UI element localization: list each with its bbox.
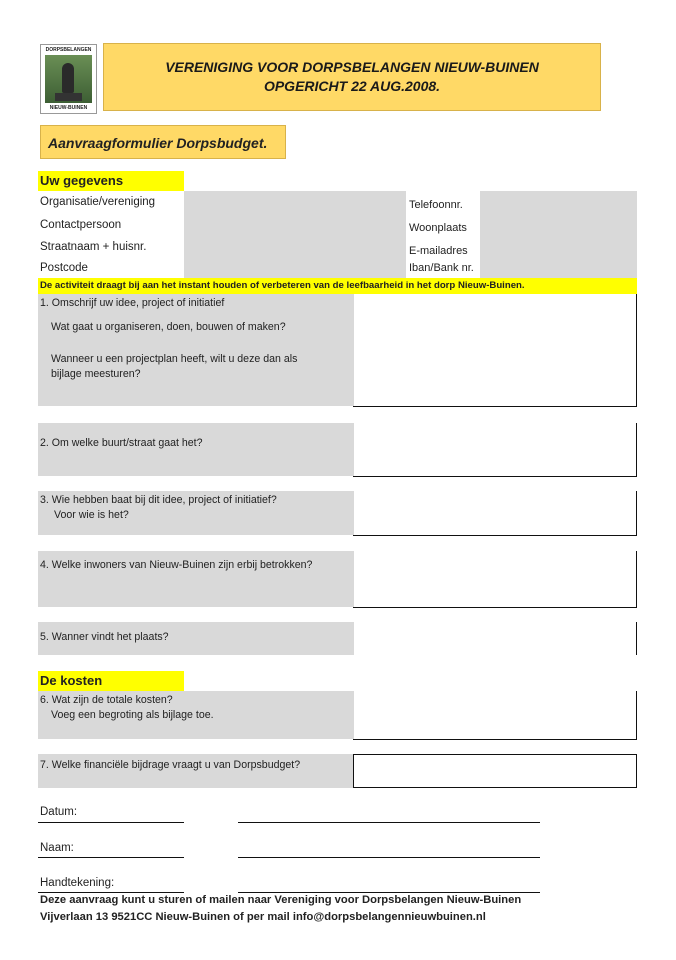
q5-title: 5. Wanner vindt het plaats? xyxy=(40,631,169,643)
answer-4-field[interactable] xyxy=(353,551,637,608)
q2-title: 2. Om welke buurt/straat gaat het? xyxy=(40,437,203,449)
answer-2-field[interactable] xyxy=(353,423,637,477)
question-1 xyxy=(38,294,354,406)
form-title: Aanvraagformulier Dorpsbudget. xyxy=(40,125,286,159)
answer-3-field[interactable] xyxy=(353,491,637,536)
answer-7-field[interactable] xyxy=(353,754,637,788)
logo-top-text: DORPSBELANGEN xyxy=(45,47,92,53)
footer-line1: Deze aanvraag kunt u sturen of mailen naar Vereniging voor Dorpsbelangen Nieuw-Buinen xyxy=(40,894,522,906)
statue-figure xyxy=(62,63,74,93)
q7-title: 7. Welke financiële bijdrage vraagt u van Dorpsbudget? xyxy=(40,759,301,771)
datum-label: Datum: xyxy=(40,806,78,818)
header-title-line2: OPGERICHT 22 AUG.2008. xyxy=(263,78,441,94)
q1-title: 1. Omschrijf uw idee, project of initiatief xyxy=(40,297,225,309)
answer-1-field[interactable] xyxy=(353,294,637,407)
datum-input-line[interactable] xyxy=(238,822,540,823)
handtekening-label: Handtekening: xyxy=(40,877,115,889)
q6-title: 6. Wat zijn de totale kosten? xyxy=(40,694,173,706)
label-telefoon: Telefoonnr. xyxy=(409,199,463,211)
logo xyxy=(40,44,97,114)
q1-sub3: bijlage meesturen? xyxy=(51,368,141,380)
answer-5-field[interactable] xyxy=(353,622,637,655)
question-7 xyxy=(38,754,354,788)
header-title-line1: VERENIGING VOOR DORPSBELANGEN NIEUW-BUINEN xyxy=(165,59,539,75)
label-straatnaam: Straatnaam + huisnr. xyxy=(40,241,147,253)
header-title-box xyxy=(103,43,601,111)
q3-title: 3. Wie hebben baat bij dit idee, project of initiatief? xyxy=(40,494,277,506)
label-postcode: Postcode xyxy=(40,262,88,274)
label-contactpersoon: Contactpersoon xyxy=(40,219,122,231)
section-uw-gegevens: Uw gegevens xyxy=(38,171,184,191)
answer-6-field[interactable] xyxy=(353,691,637,740)
question-4 xyxy=(38,551,354,607)
logo-statue-image xyxy=(45,55,92,103)
naam-underline xyxy=(38,857,184,858)
q1-sub1: Wat gaat u organiseren, doen, bouwen of maken? xyxy=(51,321,286,333)
q4-title: 4. Welke inwoners van Nieuw-Buinen zijn erbij betrokken? xyxy=(40,559,313,571)
contact-info-input[interactable] xyxy=(480,191,637,278)
q1-sub2: Wanneer u een projectplan heeft, wilt u deze dan als xyxy=(51,353,298,365)
leefbaarheid-note: De activiteit draagt bij aan het instant houden of verbeteren van de leefbaarheid in het dorp Nieuw-Buinen. xyxy=(38,278,637,294)
footer-line2: Vijverlaan 13 9521CC Nieuw-Buinen of per mail info@dorpsbelangennieuwbuinen.nl xyxy=(40,911,486,923)
handtekening-input-line[interactable] xyxy=(238,892,540,893)
logo-bottom-text: NIEUW-BUINEN xyxy=(49,105,88,111)
q3-sub: Voor wie is het? xyxy=(54,509,129,521)
label-organisatie: Organisatie/vereniging xyxy=(40,196,156,208)
label-iban: Iban/Bank nr. xyxy=(409,262,474,274)
question-5 xyxy=(38,622,354,655)
statue-base xyxy=(55,93,82,101)
question-3 xyxy=(38,491,354,535)
q6-sub: Voeg een begroting als bijlage toe. xyxy=(51,709,214,721)
section-de-kosten: De kosten xyxy=(38,671,184,691)
naam-label: Naam: xyxy=(40,842,74,854)
naam-input-line[interactable] xyxy=(238,857,540,858)
personal-info-input[interactable] xyxy=(184,191,406,278)
question-2 xyxy=(38,423,354,476)
label-woonplaats: Woonplaats xyxy=(409,222,467,234)
datum-underline xyxy=(38,822,184,823)
handtekening-underline xyxy=(38,892,184,893)
label-email: E-mailadres xyxy=(409,245,468,257)
question-6 xyxy=(38,691,354,739)
